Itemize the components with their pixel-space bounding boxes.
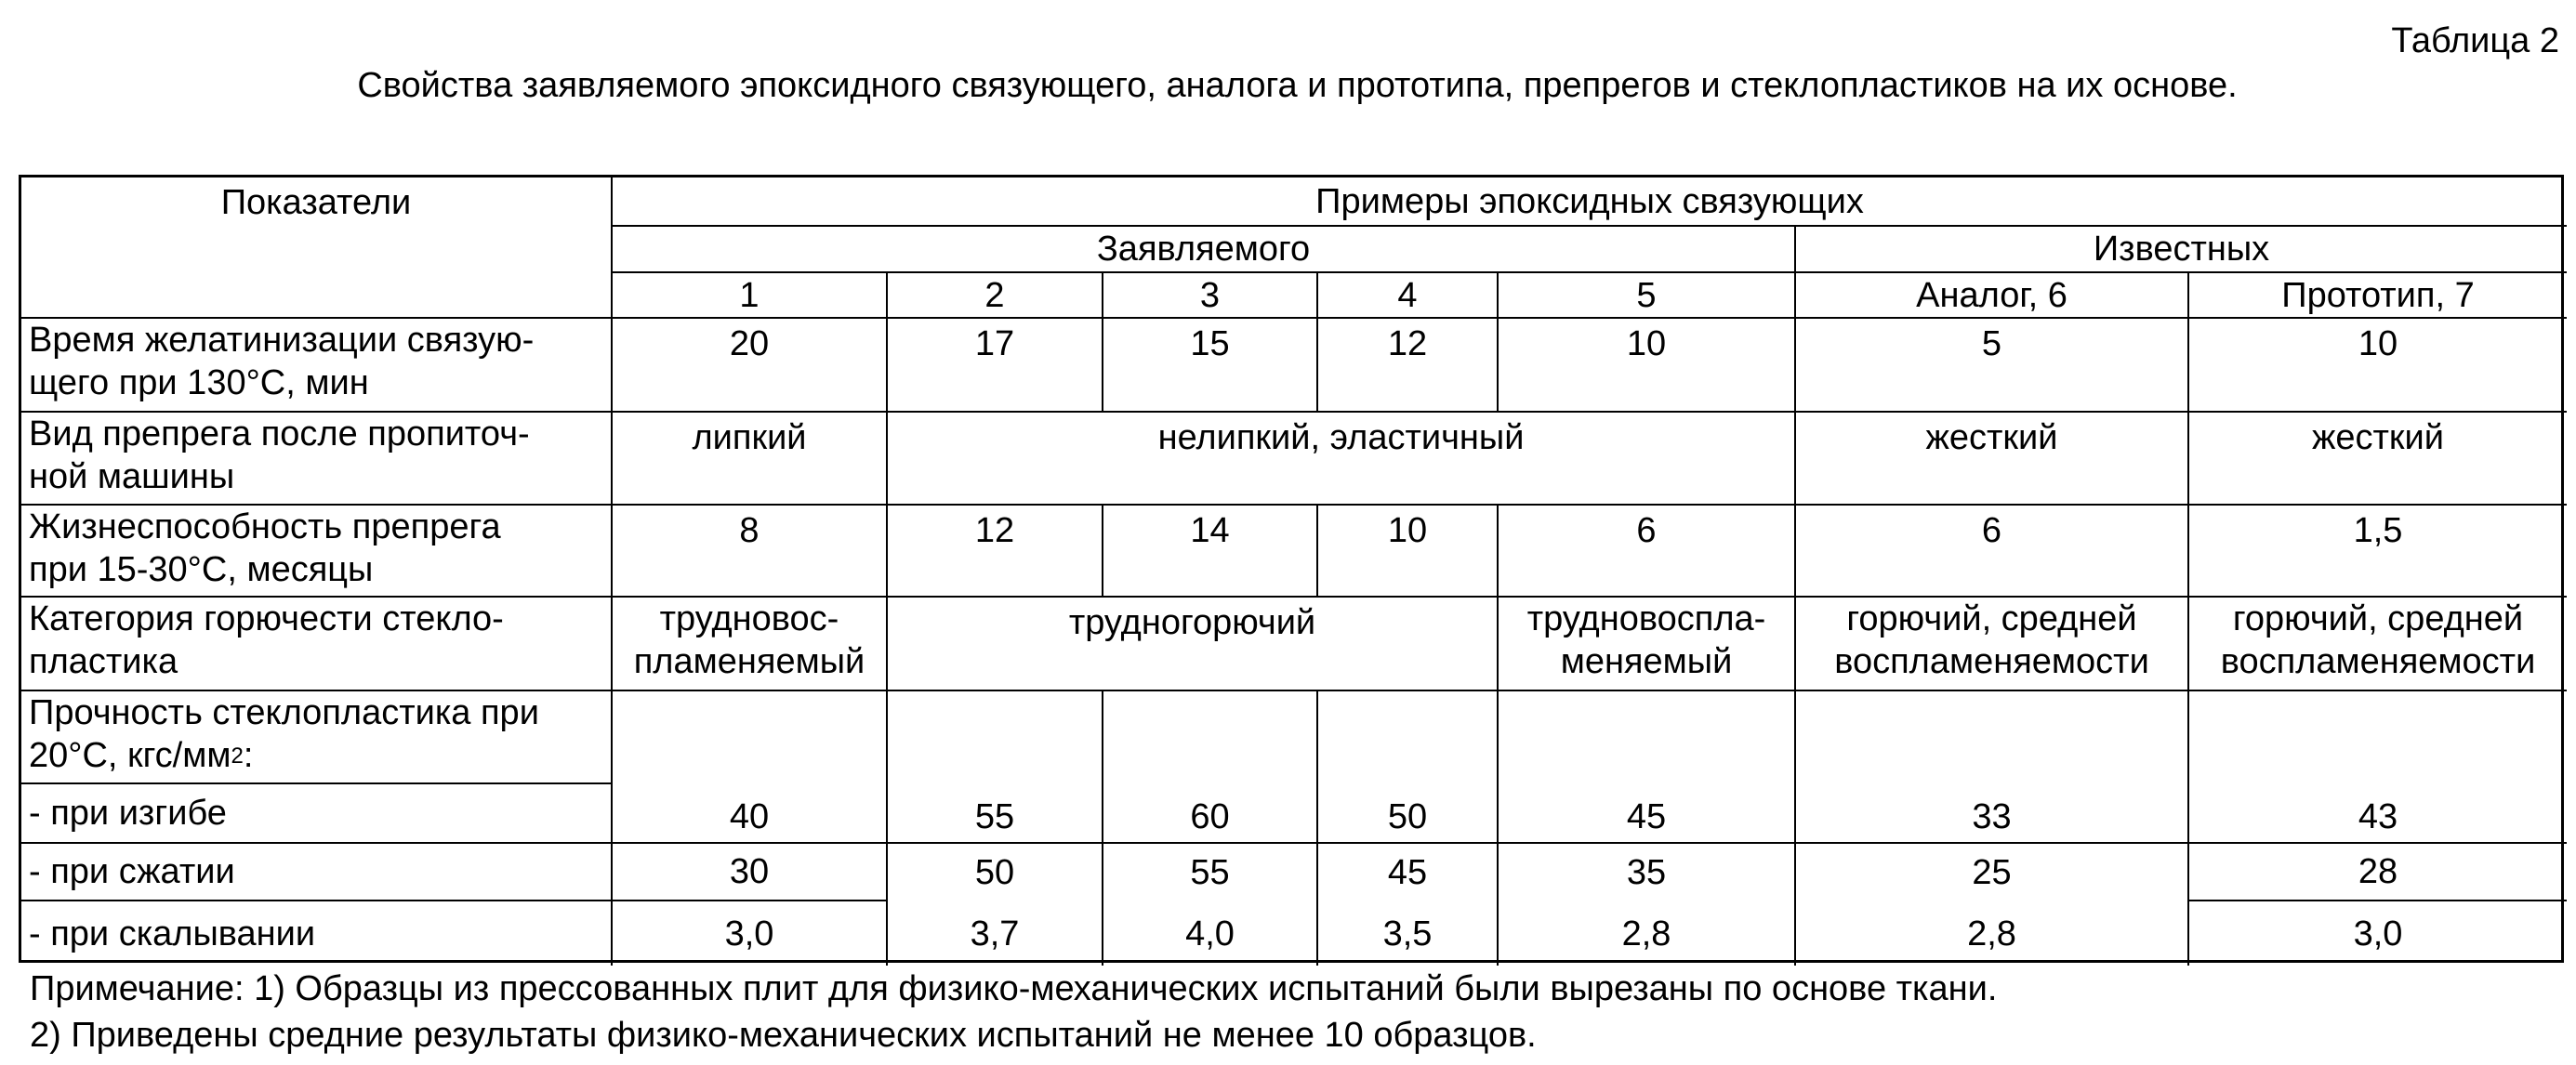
table-cell: 45: [1499, 691, 1796, 844]
label-line: Категория горючести стекло-: [29, 599, 504, 638]
table-cell: 10: [1318, 506, 1499, 598]
column-header: 4: [1318, 273, 1499, 319]
cell-line: горючий, средней: [1846, 599, 2137, 638]
column-header: 2: [888, 273, 1103, 319]
table-cell: жесткий: [2189, 413, 2567, 506]
cell-line: горючий, средней: [2232, 599, 2524, 638]
table-cell: 50: [888, 844, 1103, 901]
table-cell: 12: [888, 506, 1103, 598]
table-cell: 43: [2189, 691, 2567, 844]
row-label-strength: [21, 691, 613, 784]
table-cell: 33: [1796, 691, 2189, 844]
table-cell: 2,8: [1499, 901, 1796, 966]
properties-table: [19, 175, 2564, 963]
row-label-viability: [21, 506, 613, 598]
label-line: пластика: [29, 642, 178, 681]
cell-line: воспламеняемости: [2220, 642, 2536, 681]
table-cell: 20: [613, 319, 888, 413]
table-cell: 3,7: [888, 901, 1103, 966]
table-cell: нелипкий, эластичный: [888, 413, 1796, 506]
label-text: 20°С, кгс/мм: [29, 736, 231, 775]
label-line: Вид препрега после пропиточ-: [29, 414, 530, 454]
label-line: [29, 734, 611, 777]
table-cell: 25: [1796, 844, 2189, 901]
table-cell: 3,0: [2353, 914, 2403, 953]
table-cell: 35: [1499, 844, 1796, 901]
column-header: Аналог, 6: [1796, 273, 2189, 319]
cell-line: трудновос-: [659, 599, 839, 638]
table-cell: 28: [2189, 844, 2567, 901]
table-cell: [613, 598, 888, 691]
table-cell: 15: [1103, 319, 1318, 413]
header-indicators: Показатели: [21, 178, 613, 319]
table-cell: 3,0: [613, 901, 888, 966]
label-line: Жизнеспособность препрега: [29, 507, 501, 546]
label-line: ной машины: [29, 457, 235, 496]
table-cell: 1,5: [2189, 506, 2567, 598]
table-cell: липкий: [613, 413, 888, 506]
label-superscript: 2: [231, 743, 244, 769]
label-line: Прочность стеклопластика при: [29, 693, 539, 732]
table-cell: 50: [1318, 691, 1499, 844]
cell-line: пламеняемый: [633, 642, 865, 681]
label-line: Время желатинизации связую-: [29, 321, 535, 360]
table-cell: 8: [613, 506, 888, 598]
table-cell: 6: [1499, 506, 1796, 598]
table-cell: 5: [1796, 319, 2189, 413]
label-line: щего при 130°С, мин: [29, 363, 369, 402]
column-header: 5: [1499, 273, 1796, 319]
cell-line: воспламеняемости: [1834, 642, 2149, 681]
table-cell: 6: [1796, 506, 2189, 598]
label-line: при 15-30°С, месяцы: [29, 550, 374, 589]
table-caption: Свойства заявляемого эпоксидного связующего, аналога и прототипа, препрегов и стеклопластиков на их основе.: [357, 66, 2238, 105]
cell-line: трудновоспла-: [1526, 599, 1766, 638]
table-cell: жесткий: [1796, 413, 2189, 506]
column-header: 1: [613, 273, 888, 319]
table-cell: 12: [1318, 319, 1499, 413]
column-header: Прототип, 7: [2189, 273, 2567, 319]
table-cell: 4,0: [1103, 901, 1318, 966]
table-cell: [2189, 598, 2567, 691]
row-label-bending: - при изгибе: [21, 784, 613, 844]
table-cell: 10: [1499, 319, 1796, 413]
row-label-shear: - при скалывании: [21, 901, 613, 966]
table-cell: 55: [888, 691, 1103, 844]
row-label-flammability: [21, 598, 613, 691]
table-cell: 3,5: [1318, 901, 1499, 966]
table-note: 2) Приведены средние результаты физико-механических испытаний не менее 10 образцов.: [30, 1016, 1537, 1055]
row-label-compression: - при сжатии: [21, 844, 613, 901]
table-cell: 2,8: [1796, 901, 2189, 966]
table-cell: [1499, 598, 1796, 691]
table-cell: 10: [2189, 319, 2567, 413]
table-cell: 14: [1103, 506, 1318, 598]
table-cell: 30: [613, 844, 888, 901]
row-label-gel-time: [21, 319, 613, 413]
header-claimed: Заявляемого: [613, 227, 1796, 273]
table-note: Примечание: 1) Образцы из прессованных плит для физико-механических испытаний были вырезаны по основе ткани.: [30, 969, 1998, 1008]
header-known: Известных: [1796, 227, 2567, 273]
table-number: Таблица 2: [2391, 21, 2559, 60]
row-label-prepreg-type: [21, 413, 613, 506]
table-cell: 40: [613, 691, 888, 844]
table-cell: 45: [1318, 844, 1499, 901]
cell-line: меняемый: [1560, 642, 1733, 681]
table-cell: 17: [888, 319, 1103, 413]
table-cell: трудногорючий: [888, 598, 1499, 691]
column-header: 3: [1103, 273, 1318, 319]
table-cell: 60: [1103, 691, 1318, 844]
header-examples: Примеры эпоксидных связующих: [613, 178, 2567, 227]
label-suffix: :: [243, 736, 254, 775]
table-cell: [1796, 598, 2189, 691]
table-cell: 55: [1103, 844, 1318, 901]
